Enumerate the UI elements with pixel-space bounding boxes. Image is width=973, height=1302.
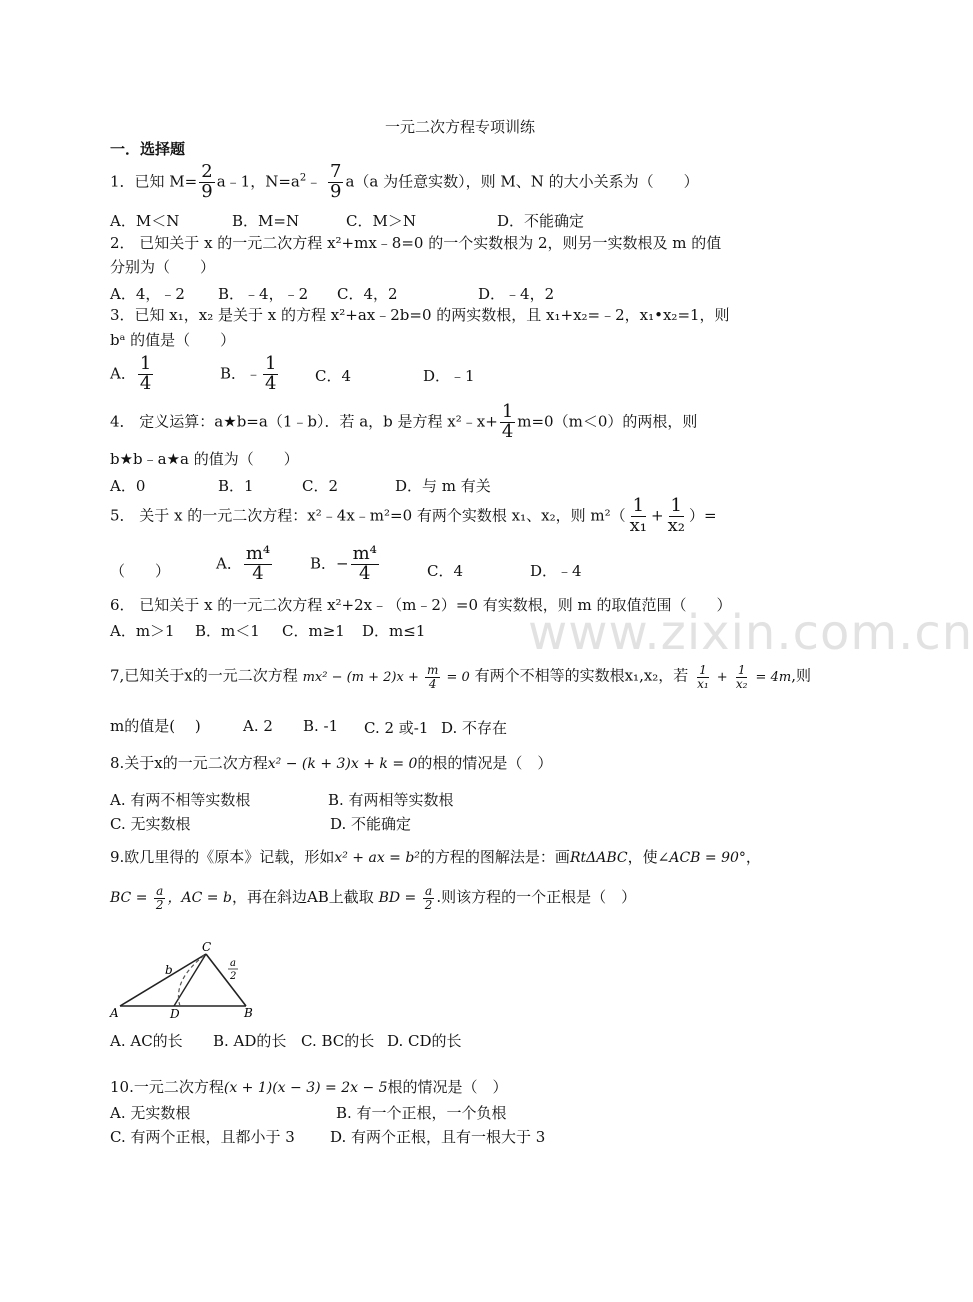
q5-option-a[interactable] [216, 545, 274, 584]
q5-plus: + [651, 506, 664, 525]
q7-eq-end: = 0 [442, 669, 470, 685]
q8-option-b[interactable]: B. 有两相等实数根 [328, 791, 454, 809]
q1-frac-2 [328, 163, 343, 202]
q7-option-a[interactable]: A. 2 [243, 717, 273, 735]
q7-eq-frac [425, 664, 440, 690]
q1-option-b[interactable]: B．M=N [232, 212, 300, 230]
q1-frac-1-num: 2 [201, 161, 213, 182]
q5-frac-2 [666, 497, 687, 536]
question-1 [110, 163, 699, 202]
question-7 [110, 664, 811, 690]
q3-option-a-label: A． [110, 364, 136, 383]
q5-option-d[interactable]: D．﹣4 [530, 562, 582, 580]
q9-triangle: RtΔABC [569, 850, 628, 866]
q1-sup: 2 [299, 172, 307, 184]
q4-prefix: 4． 定义运算：a★b=a（1﹣b）．若 a，b 是方程 x²﹣x+ [110, 412, 498, 431]
q9-equation: x² + ax = b² [334, 850, 420, 866]
q5-a-num: m⁴ [245, 543, 271, 564]
q5-frac-1 [628, 497, 649, 536]
q7-cond-frac-2-num: 1 [737, 663, 746, 677]
question-4 [110, 403, 697, 442]
q1-option-c[interactable]: C．M＞N [346, 212, 416, 230]
q9-text-a: 9.欧几里得的《原本》记载，形如 [110, 848, 335, 866]
q9-option-d[interactable]: D. CD的长 [387, 1032, 462, 1050]
q3-a-den: 4 [139, 372, 152, 394]
q7-eq-frac-den: 4 [428, 676, 437, 691]
q9-bc-den: 2 [155, 897, 164, 912]
question-5 [110, 497, 717, 536]
q3-b-num: 1 [265, 353, 277, 374]
q3-option-b-frac [263, 355, 278, 394]
q5-option-c[interactable]: C．4 [427, 562, 464, 580]
q5-option-b[interactable] [310, 545, 381, 584]
q9-option-a[interactable]: A. AC的长 [110, 1032, 183, 1050]
q5-prefix: 5． 关于 x 的一元二次方程：x²﹣4x﹣m²=0 有两个实数根 x₁、x₂，则 m²（ [110, 506, 626, 525]
q3-option-d[interactable]: D．﹣1 [423, 367, 475, 385]
q3-line-2: bᵃ 的值是（ ） [110, 331, 236, 349]
q1-option-d[interactable]: D．不能确定 [497, 212, 585, 230]
q7-suffix: ,则 [791, 666, 811, 685]
q5-option-b-minus: − [336, 554, 349, 573]
q2-line-2: 分别为（ ） [110, 258, 216, 276]
q5-option-b-frac [351, 545, 379, 584]
q2-option-a[interactable]: A．4，﹣2 [110, 285, 185, 303]
q10-prefix: 10.一元二次方程 [110, 1078, 224, 1096]
q4-suffix: m=0（m＜0）的两根，则 [517, 412, 698, 431]
q6-line-1: 6． 已知关于 x 的一元二次方程 x²+2x﹣（m﹣2）=0 有实数根，则 m 的取值范围（ ） [110, 596, 732, 614]
page-title: 一元二次方程专项训练 [384, 118, 535, 136]
q1-option-a[interactable]: A．M＜N [110, 212, 180, 230]
q2-option-c[interactable]: C．4，2 [337, 285, 398, 303]
q9-end: .则该方程的一个正根是（ ） [436, 888, 637, 907]
q9-angle: ∠ACB = 90° [657, 850, 746, 866]
q7-prefix: 7,已知关于x的一元二次方程 [110, 666, 298, 685]
label-a-over-2-den: 2 [230, 971, 237, 982]
q5-frac-1-den: x₁ [629, 514, 647, 536]
q7-condition [693, 663, 792, 691]
q7-cond-frac-2-den: x₂ [735, 676, 748, 691]
q8-equation: x² − (k + 3)x + k = 0 [267, 756, 418, 772]
question-8 [110, 754, 552, 773]
q9-line-2 [110, 885, 636, 911]
q7-eq-main: mx² − (m + 2)x + [302, 669, 423, 685]
q3-line-1: 3．已知 x₁，x₂ 是关于 x 的方程 x²+ax﹣2b=0 的两实数根，且 x₁+x₂=﹣2，x₁•x₂=1，则 [110, 306, 730, 324]
q1-mid2: ﹣ [306, 172, 322, 191]
q8-suffix: 的根的情况是（ ） [417, 754, 553, 772]
q7-line-2: m的值是( ) [110, 717, 201, 735]
q9-line-1 [110, 848, 761, 867]
q8-option-a[interactable]: A. 有两不相等实数根 [110, 791, 251, 809]
q5-frac-2-den: x₂ [667, 514, 685, 536]
q1-frac-2-num: 7 [330, 161, 342, 182]
q5-b-num: m⁴ [352, 543, 377, 564]
q6-option-a[interactable]: A．m＞1 [110, 622, 175, 640]
q1-prefix: 1．已知 M= [110, 172, 198, 191]
q7-cond-frac-2 [734, 664, 750, 690]
q7-cond-frac-1-num: 1 [699, 663, 707, 677]
q1-frac-2-den: 9 [330, 180, 342, 202]
q5-frac-2-num: 1 [670, 495, 682, 516]
q5-option-a-label: A． [216, 554, 242, 573]
label-a-over-2-num: a [230, 958, 236, 969]
q10-option-a[interactable]: A. 无实数根 [110, 1104, 191, 1122]
q7-option-c[interactable]: C. 2 或-1 [364, 719, 429, 737]
q7-cond-frac-1-den: x₁ [697, 676, 709, 691]
q2-option-b[interactable]: B．﹣4，﹣2 [218, 285, 309, 303]
q8-option-c[interactable]: C. 无实数根 [110, 815, 191, 833]
watermark: www.zixin.com.cn [528, 605, 973, 661]
label-a: A [110, 1006, 119, 1020]
q9-ac: ，AC = b [167, 890, 232, 907]
q7-option-b[interactable]: B. -1 [303, 717, 339, 735]
q5-a-den: 4 [252, 562, 264, 584]
q5-frac-1-num: 1 [632, 495, 645, 516]
q7-equation [302, 663, 470, 691]
side-ac [120, 954, 206, 1006]
q4-frac [500, 403, 515, 442]
q9-mid: ，再在斜边AB上截取 [231, 888, 374, 907]
q4-frac-num: 1 [501, 401, 514, 422]
q3-option-b-label: B．﹣ [220, 364, 262, 383]
q1-frac-1 [199, 163, 214, 202]
q7-cond-plus: + [712, 669, 732, 685]
q7-cond-end: = 4m [751, 669, 792, 685]
q4-option-d[interactable]: D．与 m 有关 [395, 477, 491, 495]
q9-bd-num: a [424, 884, 433, 898]
q9-text-b: 的方程的图解法是：画 [419, 848, 570, 866]
label-side-b: b [165, 963, 173, 977]
q10-option-b[interactable]: B. 有一个正根，一个负根 [336, 1104, 507, 1122]
q5-paren: （ ） [110, 562, 171, 580]
q2-option-d[interactable]: D．﹣4，2 [478, 285, 555, 303]
side-cb [206, 954, 246, 1006]
q5-option-b-label: B． [310, 554, 337, 573]
q1-frac-1-den: 9 [201, 180, 213, 202]
label-c: C [202, 940, 212, 954]
q4-option-a[interactable]: A．0 [110, 477, 146, 495]
q5-option-a-frac [244, 545, 272, 584]
q2-line-1: 2． 已知关于 x 的一元二次方程 x²+mx﹣8=0 的一个实数根为 2，则另一实数根及 m 的值 [110, 234, 722, 252]
q8-option-d[interactable]: D. 不能确定 [330, 815, 412, 833]
q7-option-d[interactable]: D. 不存在 [441, 719, 508, 737]
q7-eq-frac-num: m [426, 663, 439, 677]
q1-suffix: a（a 为任意实数），则 M、N 的大小关系为（ ） [345, 172, 699, 191]
q5-suffix: ）= [688, 506, 717, 525]
q3-option-a[interactable] [110, 355, 155, 394]
q10-option-d[interactable]: D. 有两个正根，且有一根大于 3 [330, 1128, 546, 1146]
label-b: B [244, 1006, 253, 1020]
q3-option-c[interactable]: C．4 [315, 367, 352, 385]
q8-prefix: 8.关于x的一元二次方程 [110, 754, 268, 772]
q3-a-num: 1 [139, 353, 152, 374]
q9-triangle-figure [108, 940, 268, 1020]
q9-bd-frac [423, 885, 435, 911]
q4-line-2: b★b﹣a★a 的值为（ ） [110, 450, 299, 468]
q5-b-den: 4 [359, 562, 371, 584]
q4-option-c[interactable]: C．2 [302, 477, 339, 495]
q6-option-b[interactable]: B．m＜1 [195, 622, 260, 640]
section-heading: 一．选择题 [110, 140, 186, 158]
q9-bd: BD = [378, 890, 421, 907]
label-d: D [170, 1007, 180, 1021]
q6-option-c[interactable]: C．m≥1 [282, 622, 345, 640]
q9-bc-frac [154, 885, 166, 911]
q4-frac-den: 4 [501, 420, 514, 442]
q4-option-b[interactable]: B．1 [218, 477, 254, 495]
q9-bc-num: a [156, 884, 164, 898]
q10-equation: (x + 1)(x − 3) = 2x − 5 [223, 1080, 388, 1096]
q10-option-c[interactable]: C. 有两个正根，且都小于 3 [110, 1128, 295, 1146]
q9-option-b[interactable]: B. AD的长 [213, 1032, 287, 1050]
q9-option-c[interactable]: C. BC的长 [301, 1032, 375, 1050]
q9-text-d: ，使 [627, 848, 658, 866]
question-10 [110, 1078, 508, 1097]
q7-cond-frac-1 [695, 664, 711, 690]
q9-bd-den: 2 [424, 897, 433, 912]
q3-b-den: 4 [265, 372, 277, 394]
q10-suffix: 根的情况是（ ） [387, 1078, 508, 1096]
q3-option-a-frac [138, 355, 153, 394]
q1-mid1: a﹣1，N=a [216, 172, 300, 191]
q3-option-b[interactable] [220, 355, 280, 394]
q7-mid: 有两个不相等的实数根x₁,x₂，若 [474, 666, 689, 685]
q9-text-f: ， [745, 848, 761, 866]
q6-option-d[interactable]: D．m≤1 [362, 622, 426, 640]
q9-bc: BC = [110, 890, 152, 907]
